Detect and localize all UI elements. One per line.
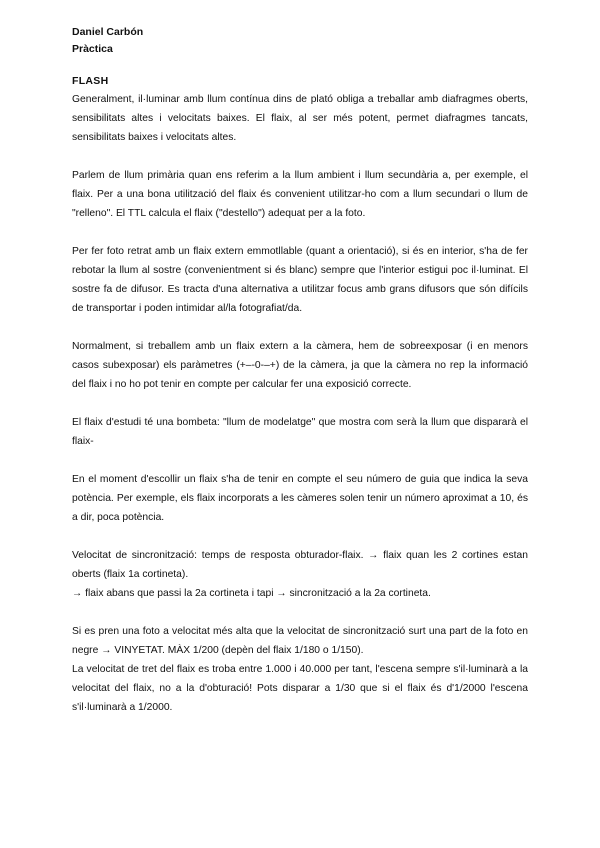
document-subtitle: Pràctica (72, 43, 113, 55)
author-name: Daniel Carbón (72, 26, 144, 38)
paragraph-sync-speed: Velocitat de sincronització: temps de resposta obturador-flaix. → flaix quan les 2 cortines estan oberts (flaix 1a cortineta). (72, 550, 528, 580)
paragraph-second-curtain: → flaix abans que passi la 2a cortineta i tapi → sincronització a la 2a cortineta. (72, 588, 431, 599)
document-page (72, 24, 528, 736)
paragraph-intro: Generalment, il·luminar amb llum contínua dins de plató obliga a treballar amb diafragmes oberts, sensibilitats altes i velocitats baixes. El flaix, al ser més potent, permet diafragmes tancats, sensibilitats baixes i velocitats altes. (72, 94, 528, 143)
paragraph-vignetting: Si es pren una foto a velocitat més alta que la velocitat de sincronització surt una part de la foto en negre → VINYETAT. MÀX 1/200 (depèn del flaix 1/180 o 1/150). (72, 626, 528, 656)
section-title: FLASH (72, 75, 109, 87)
paragraph-primary-light: Parlem de llum primària quan ens referim a la llum ambient i llum secundària a, per exemple, el flaix. Per a una bona utilització del flaix és convenient utilitzar-ho com a llum secundari o llum de "relleno". El TTL calcula el flaix ("destello") adequat per a la foto. (72, 170, 528, 219)
paragraph-portrait: Per fer foto retrat amb un flaix extern emmotllable (quant a orientació), si és en interior, s'ha de fer rebotar la llum al sostre (convenientment si és blanc) sempre que l'interior estigui poc il·luminat. El sostre fa de difusor. Es tracta d'una alternativa a utilitzar focus amb grans difusors que són difícils de transportar i poden intimidar al/la fotografiat/da. (72, 246, 528, 314)
paragraph-flash-duration: La velocitat de tret del flaix es troba entre 1.000 i 40.000 per tant, l'escena sempre s'il·luminarà a la velocitat del flaix, no a la d'obturació! Pots disparar a 1/30 que si el flaix és d'1/2000 l'escena s'il·luminarà a 1/2000. (72, 664, 528, 713)
paragraph-external-flash: Normalment, si treballem amb un flaix extern a la càmera, hem de sobreexposar (i en menors casos subexposar) els paràmetres (+–-0-–+) de la càmera, ja que la càmera no rep la informació del flaix i no ho pot tenir en compte per calcular fer una exposició correcte. (72, 341, 528, 390)
paragraph-studio-flash: El flaix d'estudi té una bombeta: "llum de modelatge" que mostra com serà la llum que dispararà el flaix- (72, 417, 528, 447)
paragraph-guide-number: En el moment d'escollir un flaix s'ha de tenir en compte el seu número de guia que indica la seva potència. Per exemple, els flaix incorporats a les càmeres solen tenir un número aproximat a 10, és a dir, poca potència. (72, 474, 528, 523)
